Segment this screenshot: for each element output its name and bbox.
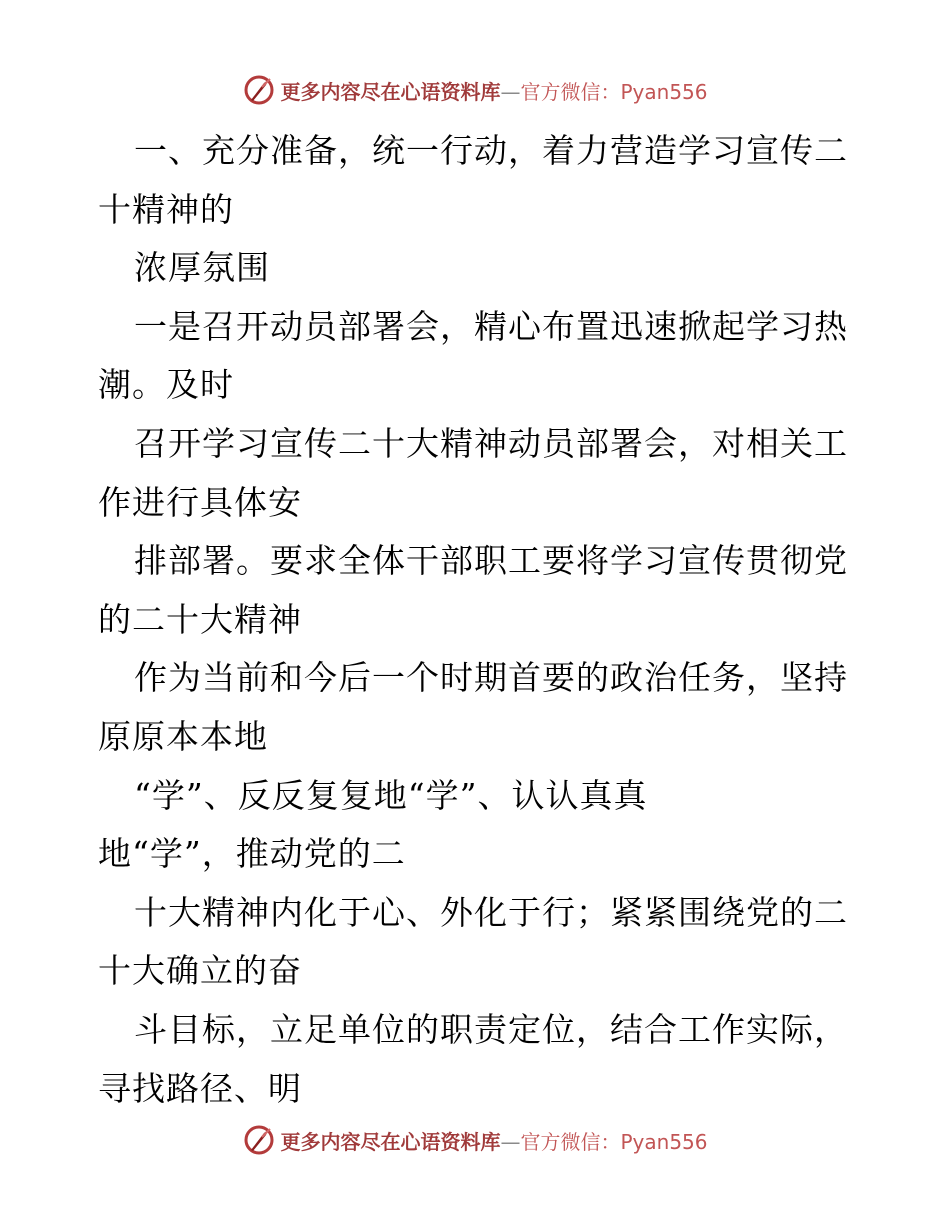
watermark-separator: — (500, 1129, 521, 1154)
text-line: 的二十大精神 (98, 599, 302, 639)
text-line: 潮。及时 (98, 365, 234, 405)
watermark-label: 官方微信： (520, 1129, 621, 1154)
watermark-text (280, 1126, 707, 1155)
watermark-main: 更多内容尽在心语资料库 (280, 79, 501, 104)
text-line: 作进行具体安 (98, 482, 302, 522)
text-line: “学”、反反复复地“学”、认认真真 (134, 775, 648, 815)
text-line: 十大确立的奋 (98, 951, 302, 991)
text-line: 召开学习宣传二十大精神动员部署会，对相关工 (134, 423, 848, 463)
quill-logo-icon (242, 73, 276, 107)
text-line: 十精神的 (98, 189, 234, 229)
text-line: 十大精神内化于心、外化于行；紧紧围绕党的二 (134, 892, 848, 932)
text-line: 一、充分准备，统一行动，着力营造学习宣传二 (134, 131, 848, 170)
text-line: 斗目标，立足单位的职责定位，结合工作实际， (134, 1009, 848, 1049)
watermark-id: Pyan556 (620, 79, 708, 104)
footer-watermark (0, 1120, 950, 1160)
text-line: 浓厚氛围 (134, 248, 270, 288)
quill-logo-icon (242, 1123, 276, 1157)
text-line: 原原本本地 (98, 716, 268, 756)
text-line: 作为当前和今后一个时期首要的政治任务，坚持 (134, 658, 848, 698)
header-watermark (0, 70, 950, 110)
text-line: 一是召开动员部署会，精心布置迅速掀起学习热 (134, 306, 848, 346)
text-line: 地“学”，推动党的二 (98, 834, 406, 874)
watermark-text (280, 76, 707, 105)
text-line: 排部署。要求全体干部职工要将学习宣传贯彻党 (134, 541, 848, 581)
document-body (98, 122, 858, 1118)
watermark-main: 更多内容尽在心语资料库 (280, 1129, 501, 1154)
text-line: 寻找路径、明 (98, 1068, 302, 1108)
watermark-id: Pyan556 (620, 1129, 708, 1154)
watermark-label: 官方微信： (520, 79, 621, 104)
watermark-separator: — (500, 79, 521, 104)
